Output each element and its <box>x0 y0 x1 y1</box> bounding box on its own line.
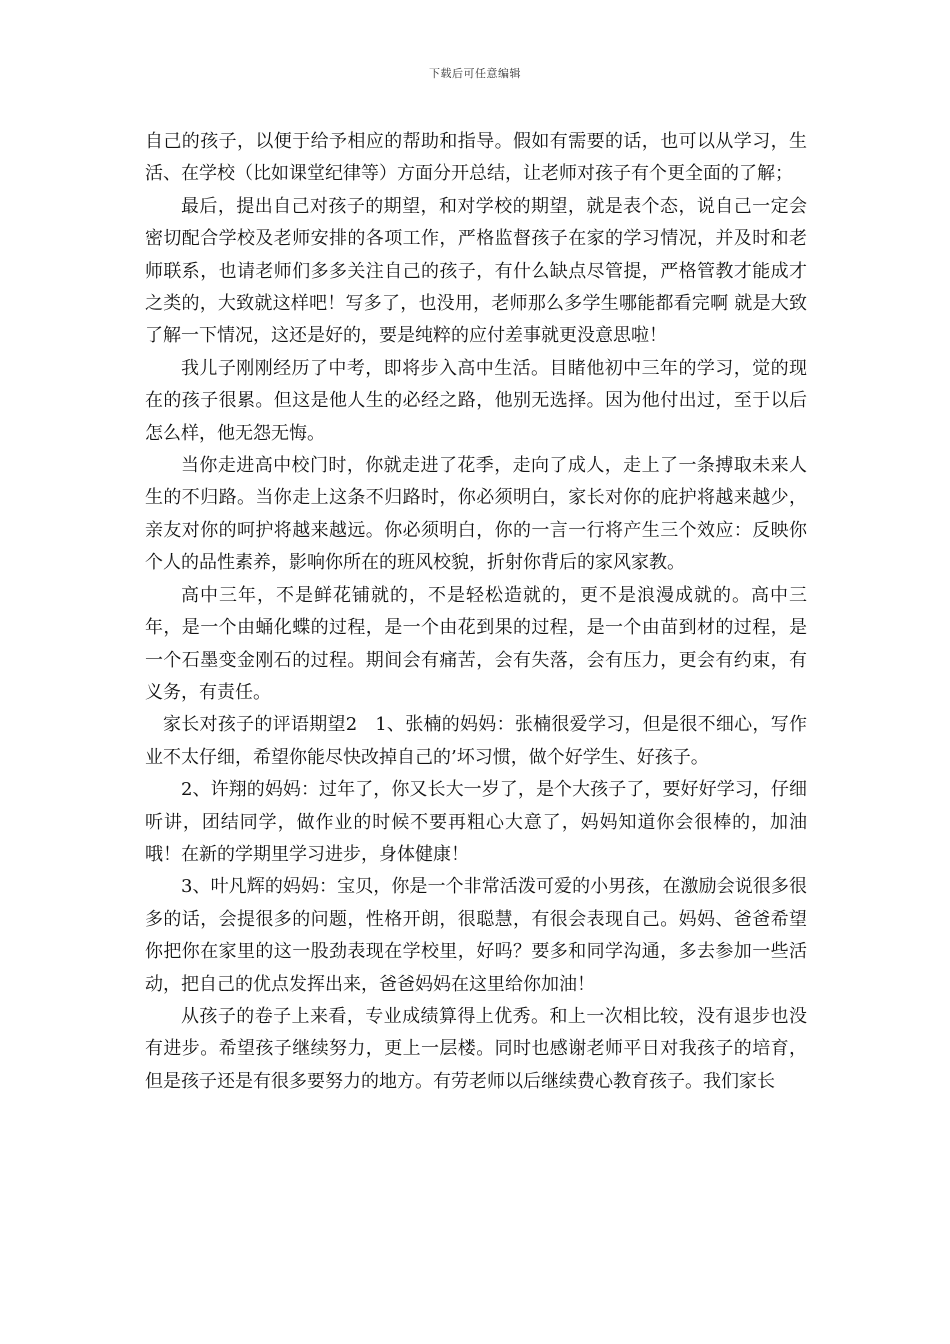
paragraph-2: 最后，提出自己对孩子的期望，和对学校的期望，就是表个态，说自己一定会密切配合学校及老师安排的各项工作，严格监督孩子在家的学习情况，并及时和老师联系，也请老师们多多关注自己的孩子，有什么缺点尽管提，严格管教才能成才之类的，大致就这样吧！写多了，也没用，老师那么多学生哪能都看完啊 就是大致了解一下情况，这还是好的，要是纯粹的应付差事就更没意思啦！ <box>145 195 807 347</box>
paragraph-1: 自己的孩子，以便于给予相应的帮助和指导。假如有需要的话，也可以从学习，生活、在学校（比如课堂纪律等）方面分开总结，让老师对孩子有个更全面的了解； <box>145 131 807 185</box>
paragraph-7: 2、许翔的妈妈：过年了，你又长大一岁了，是个大孩子了，要好好学习，仔细听讲，团结同学，做作业的时候不要再粗心大意了，妈妈知道你会很棒的，加油哦！在新的学期里学习进步，身体健康！ <box>145 779 807 865</box>
paragraph-6: 家长对孩子的评语期望2 1、张楠的妈妈：张楠很爱学习，但是很不细心，写作业不太仔细，希望你能尽快改掉自己的’坏习惯，做个好学生、好孩子。 <box>145 714 807 768</box>
page-header: 下载后可任意编辑 <box>429 67 521 80</box>
paragraph-4: 当你走进高中校门时，你就走进了花季，走向了成人，走上了一条搏取未来人生的不归路。当你走上这条不归路时，你必须明白，家长对你的庇护将越来越少，亲友对你的呵护将越来越远。你必须明白，你的一言一行将产生三个效应：反映你个人的品性素养，影响你所在的班风校貌，折射你背后的家风家教。 <box>145 455 807 574</box>
document-body <box>145 126 807 1098</box>
paragraph-8: 3、叶凡辉的妈妈：宝贝，你是一个非常活泼可爱的小男孩，在激励会说很多很多的话，会提很多的问题，性格开朗，很聪慧，有很会表现自己。妈妈、爸爸希望你把你在家里的这一股劲表现在学校里，好吗？要多和同学沟通，多去参加一些活动，把自己的优点发挥出来，爸爸妈妈在这里给你加油！ <box>145 876 807 995</box>
paragraph-9: 从孩子的卷子上来看，专业成绩算得上优秀。和上一次相比较，没有退步也没有进步。希望孩子继续努力，更上一层楼。同时也感谢老师平日对我孩子的培育，但是孩子还是有很多要努力的地方。有劳老师以后继续费心教育孩子。我们家长 <box>145 1005 807 1092</box>
paragraph-3: 我儿子刚刚经历了中考，即将步入高中生活。目睹他初中三年的学习，觉的现在的孩子很累。但这是他人生的必经之路，他别无选择。因为他付出过，至于以后怎么样，他无怨无悔。 <box>145 357 807 444</box>
paragraph-5: 高中三年，不是鲜花铺就的，不是轻松造就的，更不是浪漫成就的。高中三年，是一个由蛹化蝶的过程，是一个由花到果的过程，是一个由苗到材的过程，是一个石墨变金刚石的过程。期间会有痛苦，会有失落，会有压力，更会有约束，有义务，有责任。 <box>145 584 807 703</box>
